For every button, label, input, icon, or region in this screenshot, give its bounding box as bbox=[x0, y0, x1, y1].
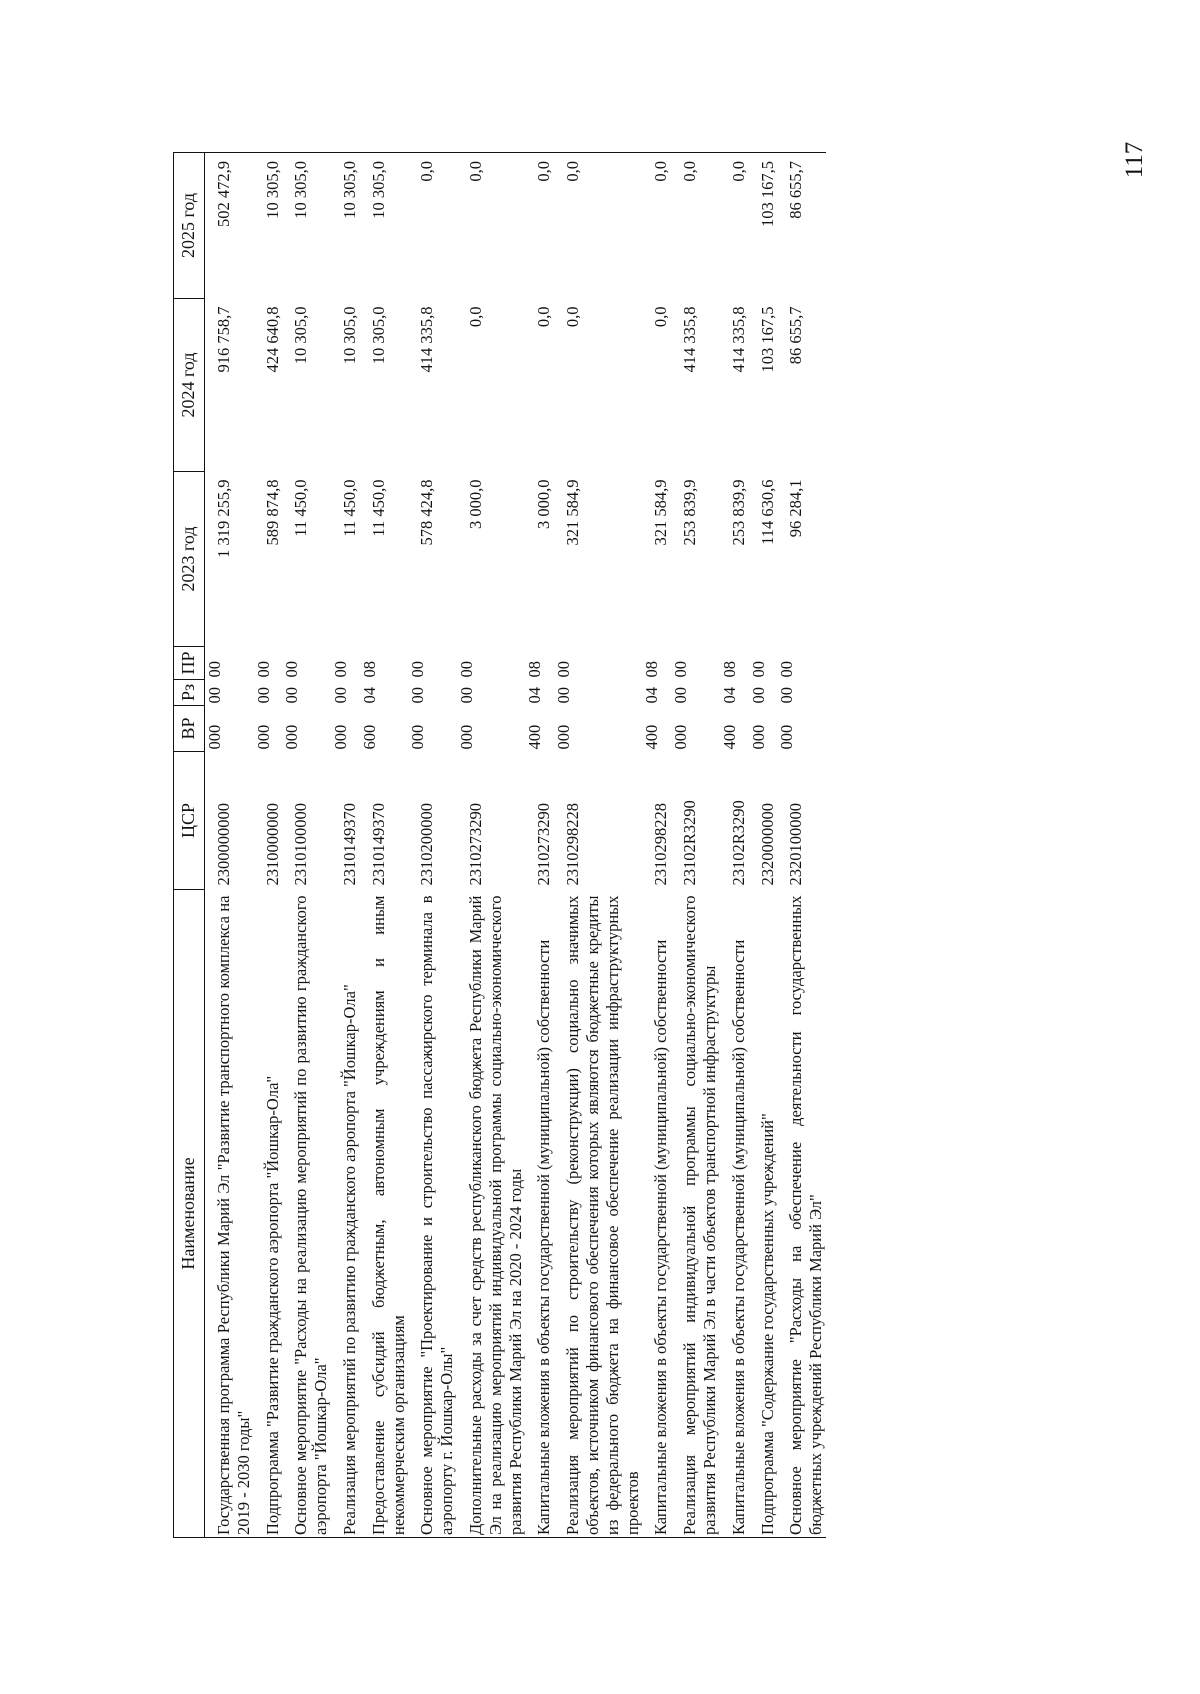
cell-y2025: 0,0 bbox=[525, 153, 554, 299]
cell-csr: 2320000000 bbox=[757, 803, 777, 886]
cell-csr: 23102R3290 bbox=[680, 800, 700, 886]
cell-csr: 23102R3290 bbox=[728, 800, 748, 886]
cell-y2025: 0,0 bbox=[671, 153, 720, 299]
cell-y2024: 103 167,5 bbox=[757, 306, 777, 373]
cell-name: Основное мероприятие "Расходы на обеспечение деятельности государственных бюджетных учреждений Республики Марий Эл" bbox=[777, 890, 826, 1538]
header-2025: 2025 год bbox=[174, 153, 205, 299]
cell-y2025: 502 472,9 bbox=[205, 153, 254, 299]
cell-y2023: 11 450,0 bbox=[339, 479, 359, 537]
cell-rz: 00 bbox=[671, 687, 691, 704]
cell-csr: 2310149370 bbox=[368, 803, 388, 886]
cell-rz: 00 bbox=[330, 687, 350, 704]
cell-csr: 2300000000 bbox=[214, 803, 233, 886]
cell-csr: 2320100000 bbox=[786, 803, 806, 886]
cell-vr: 000 bbox=[554, 724, 574, 750]
cell-y2025: 0,0 bbox=[642, 153, 671, 299]
cell-name: Основное мероприятие "Проектирование и строительство пассажирского терминала в аэропорту г. Йошкар-Олы" bbox=[408, 890, 457, 1538]
table-row bbox=[720, 153, 749, 1538]
cell-y2024: 10 305,0 bbox=[291, 306, 311, 365]
table-row bbox=[254, 153, 283, 1538]
cell-name: Государственная программа Республики Марий Эл "Развитие транспортного комплекса на 2019 - 2030 годы" bbox=[205, 890, 254, 1538]
cell-y2023: 11 450,0 bbox=[291, 479, 311, 537]
cell-vr: 000 bbox=[671, 724, 691, 750]
cell-rz: 04 bbox=[525, 687, 545, 704]
cell-pr: 00 bbox=[408, 661, 428, 678]
cell-vr: 600 bbox=[359, 724, 379, 750]
cell-csr: 2310000000 bbox=[262, 803, 282, 886]
cell-csr: 2310273290 bbox=[534, 803, 554, 886]
cell-csr: 2310100000 bbox=[291, 803, 311, 886]
cell-y2023: 321 584,9 bbox=[651, 479, 671, 546]
cell-y2023: 589 874,8 bbox=[262, 479, 282, 546]
cell-name: Подпрограмма "Содержание государственных учреждений" bbox=[749, 890, 778, 1538]
page-number: 117 bbox=[1121, 141, 1148, 179]
table-row bbox=[671, 153, 720, 1538]
cell-pr: 00 bbox=[330, 661, 350, 678]
header-csr: ЦСР bbox=[174, 752, 205, 890]
cell-y2023: 253 839,9 bbox=[728, 479, 748, 546]
cell-pr: 00 bbox=[456, 661, 476, 678]
cell-y2024: 10 305,0 bbox=[339, 306, 359, 365]
cell-y2024: 0,0 bbox=[563, 306, 583, 328]
table-body bbox=[205, 153, 826, 1538]
table-row bbox=[642, 153, 671, 1538]
cell-pr: 08 bbox=[525, 661, 545, 678]
cell-y2023: 114 630,6 bbox=[757, 479, 777, 545]
cell-vr: 000 bbox=[205, 724, 224, 750]
cell-y2024: 86 655,7 bbox=[786, 306, 806, 365]
cell-vr: 000 bbox=[408, 724, 428, 750]
cell-name: Капитальные вложения в объекты государственной (муниципальной) собственности bbox=[642, 890, 671, 1538]
cell-rz: 00 bbox=[282, 687, 302, 704]
cell-rz: 00 bbox=[456, 687, 476, 704]
cell-y2024: 424 640,8 bbox=[262, 306, 282, 373]
cell-y2023: 96 284,1 bbox=[786, 479, 806, 538]
cell-rz: 00 bbox=[554, 687, 574, 704]
cell-pr: 08 bbox=[359, 661, 379, 678]
budget-table bbox=[173, 152, 826, 1538]
cell-rz: 00 bbox=[408, 687, 428, 704]
cell-rz: 00 bbox=[253, 687, 273, 704]
cell-y2024: 0,0 bbox=[534, 306, 554, 328]
cell-rz: 00 bbox=[748, 687, 768, 704]
cell-y2025: 0,0 bbox=[720, 153, 749, 299]
cell-rz: 04 bbox=[359, 687, 379, 704]
cell-y2024: 414 335,8 bbox=[680, 306, 700, 373]
cell-rz: 04 bbox=[642, 687, 662, 704]
cell-name: Капитальные вложения в объекты государственной (муниципальной) собственности bbox=[720, 890, 749, 1538]
cell-name: Реализация мероприятий по строительству (реконструкции) социально значимых объектов, источником финансового обеспечения которых являются бюджетные кредиты из федерального бюджета на финансовое обеспечение реализации инфраструктурных проектов bbox=[554, 890, 642, 1538]
cell-y2024: 10 305,0 bbox=[368, 306, 388, 365]
cell-y2023: 1 319 255,9 bbox=[214, 479, 233, 558]
cell-rz: 00 bbox=[205, 687, 224, 704]
cell-name: Дополнительные расходы за счет средств республиканского бюджета Республики Марий Эл на реализацию мероприятий индивидуальной программы социально-экономического развития Республики Марий Эл на 2020 - 2024 годы bbox=[457, 890, 525, 1538]
table-row bbox=[457, 153, 525, 1538]
cell-y2025: 10 305,0 bbox=[360, 153, 409, 299]
cell-pr: 00 bbox=[253, 661, 273, 678]
table-row bbox=[554, 153, 642, 1538]
table-row bbox=[331, 153, 360, 1538]
table-row bbox=[408, 153, 457, 1538]
cell-y2023: 321 584,9 bbox=[563, 479, 583, 546]
cell-y2023: 253 839,9 bbox=[680, 479, 700, 546]
table-row bbox=[749, 153, 778, 1538]
cell-pr: 08 bbox=[642, 661, 662, 678]
cell-csr: 2310200000 bbox=[417, 803, 437, 886]
cell-rz: 04 bbox=[719, 687, 739, 704]
cell-name: Основное мероприятие "Расходы на реализацию мероприятий по развитию гражданского аэропорта "Йошкар-Ола" bbox=[282, 890, 331, 1538]
cell-csr: 2310149370 bbox=[339, 803, 359, 886]
cell-vr: 400 bbox=[719, 724, 739, 750]
cell-y2025: 10 305,0 bbox=[331, 153, 360, 299]
cell-y2025: 10 305,0 bbox=[282, 153, 331, 299]
cell-pr: 00 bbox=[748, 661, 768, 678]
table-row bbox=[360, 153, 409, 1538]
cell-rz: 00 bbox=[777, 687, 797, 704]
cell-y2025: 103 167,5 bbox=[749, 153, 778, 299]
cell-vr: 000 bbox=[253, 724, 273, 750]
cell-csr: 2310298228 bbox=[651, 803, 671, 886]
header-pr: ПР bbox=[174, 647, 205, 680]
cell-y2023: 11 450,0 bbox=[368, 479, 388, 537]
cell-name: Подпрограмма "Развитие гражданского аэропорта "Йошкар-Ола" bbox=[254, 890, 283, 1538]
cell-csr: 2310273290 bbox=[465, 803, 485, 886]
cell-y2024: 414 335,8 bbox=[728, 306, 748, 373]
cell-y2025: 10 305,0 bbox=[254, 153, 283, 299]
header-2024: 2024 год bbox=[174, 299, 205, 472]
cell-y2024: 0,0 bbox=[651, 306, 671, 328]
table-row bbox=[525, 153, 554, 1538]
cell-name: Предоставление субсидий бюджетным, автономным учреждениям и иным некоммерческим организациям bbox=[360, 890, 409, 1538]
cell-y2025: 86 655,7 bbox=[777, 153, 826, 299]
cell-y2025: 0,0 bbox=[457, 153, 525, 299]
cell-pr: 08 bbox=[719, 661, 739, 678]
cell-y2024: 414 335,8 bbox=[417, 306, 437, 373]
table-row bbox=[777, 153, 826, 1538]
cell-y2025: 0,0 bbox=[554, 153, 642, 299]
cell-pr: 00 bbox=[671, 661, 691, 678]
cell-pr: 00 bbox=[554, 661, 574, 678]
cell-name: Капитальные вложения в объекты государственной (муниципальной) собственности bbox=[525, 890, 554, 1538]
cell-vr: 000 bbox=[330, 724, 350, 750]
cell-csr: 2310298228 bbox=[563, 803, 583, 886]
cell-vr: 400 bbox=[525, 724, 545, 750]
cell-pr: 00 bbox=[777, 661, 797, 678]
header-name: Наименование bbox=[174, 890, 205, 1538]
cell-pr: 00 bbox=[205, 661, 224, 678]
rotated-page-content bbox=[173, 153, 1073, 1538]
cell-y2023: 3 000,0 bbox=[465, 479, 485, 529]
cell-vr: 400 bbox=[642, 724, 662, 750]
cell-name: Реализация мероприятий по развитию гражданского аэропорта "Йошкар-Ола" bbox=[331, 890, 360, 1538]
cell-y2024: 916 758,7 bbox=[214, 306, 233, 373]
table-row bbox=[205, 153, 254, 1538]
header-2023: 2023 год bbox=[174, 472, 205, 647]
cell-pr: 00 bbox=[282, 661, 302, 678]
cell-y2023: 578 424,8 bbox=[417, 479, 437, 546]
cell-name: Реализация мероприятий индивидуальной программы социально-экономического развития Республики Марий Эл в части объектов транспортной инфраструктуры bbox=[671, 890, 720, 1538]
table-header-row bbox=[174, 153, 205, 1538]
cell-y2025: 0,0 bbox=[408, 153, 457, 299]
cell-y2024: 0,0 bbox=[465, 306, 485, 328]
cell-vr: 000 bbox=[456, 724, 476, 750]
header-vr: ВР bbox=[174, 706, 205, 752]
cell-y2023: 3 000,0 bbox=[534, 479, 554, 529]
cell-vr: 000 bbox=[282, 724, 302, 750]
cell-vr: 000 bbox=[777, 724, 797, 750]
header-rz: Рз bbox=[174, 680, 205, 706]
table-row bbox=[282, 153, 331, 1538]
cell-vr: 000 bbox=[748, 724, 768, 750]
